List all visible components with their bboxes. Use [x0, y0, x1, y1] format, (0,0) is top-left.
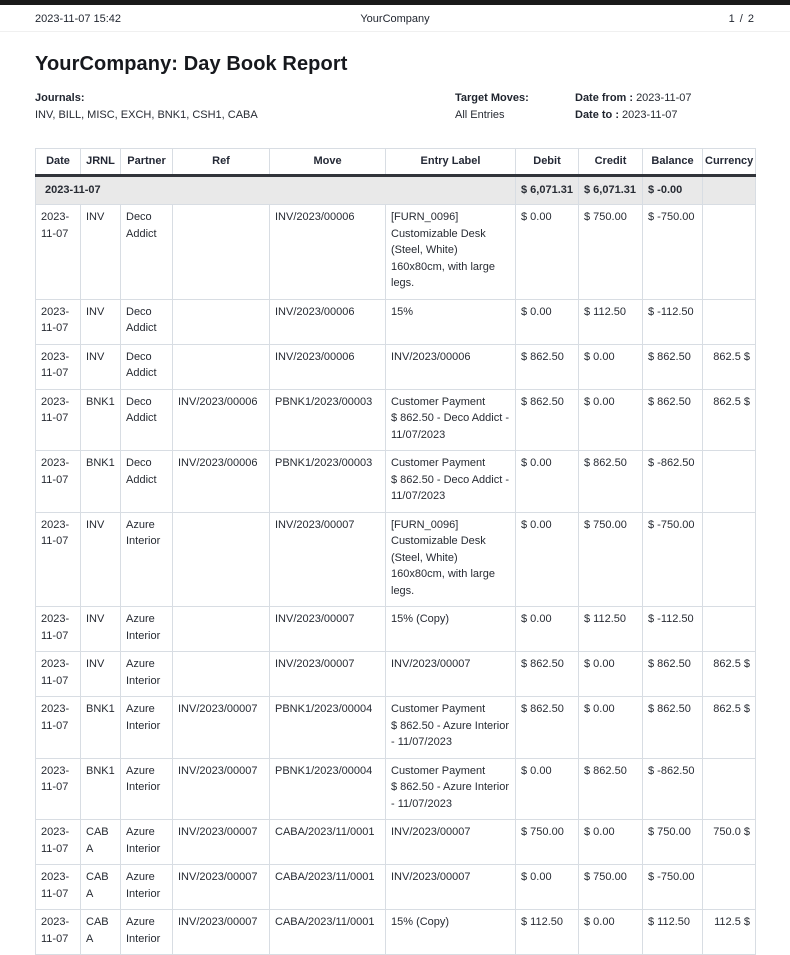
cell-partner: Azure Interior	[121, 697, 173, 759]
cell-partner: Deco Addict	[121, 389, 173, 451]
column-header-move: Move	[270, 149, 386, 176]
cell-entry-label: INV/2023/00007	[386, 820, 516, 865]
cell-partner: Azure Interior	[121, 865, 173, 910]
cell-partner: Azure Interior	[121, 607, 173, 652]
cell-partner: Deco Addict	[121, 205, 173, 300]
cell-ref: INV/2023/00007	[173, 697, 270, 759]
cell-move: CABA/2023/11/0001	[270, 865, 386, 910]
table-row	[36, 451, 756, 513]
target-moves-value: All Entries	[455, 109, 505, 121]
cell-ref	[173, 512, 270, 607]
cell-ref: INV/2023/00006	[173, 389, 270, 451]
table-row	[36, 820, 756, 865]
cell-jrnl: CABA	[81, 820, 121, 865]
cell-date: 2023-11-07	[36, 865, 81, 910]
cell-credit: $ 750.00	[579, 205, 643, 300]
cell-jrnl: INV	[81, 607, 121, 652]
cell-date: 2023-11-07	[36, 652, 81, 697]
cell-entry-label: [FURN_0096] Customizable Desk (Steel, White) 160x80cm, with large legs.	[386, 205, 516, 300]
cell-debit: $ 750.00	[516, 820, 579, 865]
filter-target-moves	[455, 90, 575, 124]
column-header-credit: Credit	[579, 149, 643, 176]
cell-ref: INV/2023/00007	[173, 820, 270, 865]
cell-credit: $ 0.00	[579, 389, 643, 451]
cell-move: INV/2023/00007	[270, 512, 386, 607]
cell-jrnl: BNK1	[81, 697, 121, 759]
cell-date: 2023-11-07	[36, 607, 81, 652]
cell-debit: $ 0.00	[516, 299, 579, 344]
cell-jrnl: BNK1	[81, 451, 121, 513]
cell-credit: $ 112.50	[579, 607, 643, 652]
cell-balance: $ 112.50	[643, 910, 703, 955]
table-row	[36, 607, 756, 652]
cell-jrnl: BNK1	[81, 389, 121, 451]
cell-partner: Deco Addict	[121, 451, 173, 513]
cell-date: 2023-11-07	[36, 910, 81, 955]
cell-entry-label: Customer Payment $ 862.50 - Deco Addict - 11/07/2023	[386, 389, 516, 451]
cell-debit: $ 862.50	[516, 652, 579, 697]
cell-entry-label: 15% (Copy)	[386, 910, 516, 955]
summary-currency	[703, 175, 756, 205]
cell-debit: $ 0.00	[516, 205, 579, 300]
cell-ref	[173, 652, 270, 697]
date-to-value: 2023-11-07	[622, 109, 678, 121]
table-row	[36, 758, 756, 820]
cell-currency: 862.5 $	[703, 652, 756, 697]
column-header-debit: Debit	[516, 149, 579, 176]
cell-date: 2023-11-07	[36, 205, 81, 300]
cell-entry-label: 15% (Copy)	[386, 607, 516, 652]
cell-currency	[703, 512, 756, 607]
cell-entry-label: INV/2023/00007	[386, 865, 516, 910]
summary-debit: $ 6,071.31	[516, 175, 579, 205]
column-header-partner: Partner	[121, 149, 173, 176]
cell-jrnl: CABA	[81, 910, 121, 955]
summary-date: 2023-11-07	[36, 175, 516, 205]
column-header-date: Date	[36, 149, 81, 176]
summary-balance: $ -0.00	[643, 175, 703, 205]
cell-debit: $ 0.00	[516, 512, 579, 607]
cell-jrnl: INV	[81, 205, 121, 300]
cell-date: 2023-11-07	[36, 389, 81, 451]
cell-partner: Azure Interior	[121, 512, 173, 607]
cell-credit: $ 862.50	[579, 451, 643, 513]
cell-move: CABA/2023/11/0001	[270, 820, 386, 865]
table-row	[36, 865, 756, 910]
cell-balance: $ -750.00	[643, 205, 703, 300]
report-filters	[35, 90, 755, 124]
cell-currency: 862.5 $	[703, 389, 756, 451]
cell-currency: 862.5 $	[703, 697, 756, 759]
cell-debit: $ 862.50	[516, 697, 579, 759]
header-page-indicator: 1 / 2	[728, 13, 755, 25]
table-row	[36, 205, 756, 300]
cell-balance: $ -750.00	[643, 512, 703, 607]
cell-credit: $ 0.00	[579, 820, 643, 865]
cell-balance: $ 750.00	[643, 820, 703, 865]
cell-entry-label: Customer Payment $ 862.50 - Azure Interior - 11/07/2023	[386, 697, 516, 759]
cell-debit: $ 0.00	[516, 865, 579, 910]
cell-partner: Azure Interior	[121, 820, 173, 865]
cell-jrnl: BNK1	[81, 758, 121, 820]
cell-date: 2023-11-07	[36, 820, 81, 865]
cell-move: PBNK1/2023/00003	[270, 451, 386, 513]
cell-partner: Deco Addict	[121, 299, 173, 344]
cell-balance: $ -750.00	[643, 865, 703, 910]
date-group-summary-row	[36, 175, 756, 205]
cell-move: PBNK1/2023/00004	[270, 758, 386, 820]
cell-entry-label: Customer Payment $ 862.50 - Azure Interior - 11/07/2023	[386, 758, 516, 820]
cell-move: INV/2023/00006	[270, 344, 386, 389]
table-header-row	[36, 149, 756, 176]
summary-credit: $ 6,071.31	[579, 175, 643, 205]
cell-credit: $ 750.00	[579, 512, 643, 607]
cell-ref: INV/2023/00007	[173, 758, 270, 820]
report-title: YourCompany: Day Book Report	[35, 53, 348, 75]
date-to-label: Date to :	[575, 109, 619, 121]
table-row	[36, 299, 756, 344]
table-row	[36, 697, 756, 759]
cell-partner: Azure Interior	[121, 652, 173, 697]
cell-move: PBNK1/2023/00003	[270, 389, 386, 451]
cell-balance: $ 862.50	[643, 344, 703, 389]
cell-jrnl: INV	[81, 344, 121, 389]
daybook-table	[35, 148, 756, 955]
journals-label: Journals:	[35, 92, 85, 104]
table-row	[36, 910, 756, 955]
cell-ref: INV/2023/00007	[173, 865, 270, 910]
cell-debit: $ 0.00	[516, 758, 579, 820]
cell-debit: $ 862.50	[516, 344, 579, 389]
cell-balance: $ 862.50	[643, 652, 703, 697]
column-header-jrnl: JRNL	[81, 149, 121, 176]
cell-credit: $ 862.50	[579, 758, 643, 820]
cell-currency: 750.0 $	[703, 820, 756, 865]
cell-move: INV/2023/00007	[270, 607, 386, 652]
header-datetime: 2023-11-07 15:42	[35, 13, 122, 25]
cell-jrnl: INV	[81, 512, 121, 607]
cell-partner: Azure Interior	[121, 758, 173, 820]
cell-date: 2023-11-07	[36, 451, 81, 513]
cell-ref	[173, 607, 270, 652]
cell-partner: Azure Interior	[121, 910, 173, 955]
cell-entry-label: Customer Payment $ 862.50 - Deco Addict - 11/07/2023	[386, 451, 516, 513]
cell-date: 2023-11-07	[36, 512, 81, 607]
cell-credit: $ 0.00	[579, 344, 643, 389]
cell-date: 2023-11-07	[36, 299, 81, 344]
cell-debit: $ 0.00	[516, 451, 579, 513]
target-moves-label: Target Moves:	[455, 92, 529, 104]
cell-entry-label: INV/2023/00006	[386, 344, 516, 389]
column-header-ref: Ref	[173, 149, 270, 176]
cell-credit: $ 0.00	[579, 910, 643, 955]
cell-balance: $ 862.50	[643, 697, 703, 759]
cell-currency	[703, 758, 756, 820]
cell-entry-label: 15%	[386, 299, 516, 344]
cell-currency: 112.5 $	[703, 910, 756, 955]
journals-value: INV, BILL, MISC, EXCH, BNK1, CSH1, CABA	[35, 109, 258, 121]
table-row	[36, 344, 756, 389]
column-header-entry-label: Entry Label	[386, 149, 516, 176]
cell-currency	[703, 607, 756, 652]
cell-jrnl: INV	[81, 299, 121, 344]
cell-move: INV/2023/00007	[270, 652, 386, 697]
cell-date: 2023-11-07	[36, 344, 81, 389]
cell-currency	[703, 299, 756, 344]
cell-entry-label: [FURN_0096] Customizable Desk (Steel, White) 160x80cm, with large legs.	[386, 512, 516, 607]
cell-credit: $ 0.00	[579, 652, 643, 697]
cell-balance: $ -112.50	[643, 299, 703, 344]
cell-debit: $ 0.00	[516, 607, 579, 652]
table-row	[36, 512, 756, 607]
date-to-row	[575, 107, 692, 124]
cell-credit: $ 0.00	[579, 697, 643, 759]
cell-balance: $ -862.50	[643, 451, 703, 513]
cell-entry-label: INV/2023/00007	[386, 652, 516, 697]
header-company-name: YourCompany	[360, 13, 430, 25]
cell-ref	[173, 299, 270, 344]
cell-debit: $ 112.50	[516, 910, 579, 955]
cell-balance: $ -112.50	[643, 607, 703, 652]
cell-balance: $ 862.50	[643, 389, 703, 451]
cell-move: INV/2023/00006	[270, 299, 386, 344]
cell-balance: $ -862.50	[643, 758, 703, 820]
cell-ref	[173, 205, 270, 300]
filter-dates	[575, 90, 692, 124]
cell-partner: Deco Addict	[121, 344, 173, 389]
date-from-value: 2023-11-07	[636, 92, 692, 104]
cell-currency: 862.5 $	[703, 344, 756, 389]
cell-jrnl: CABA	[81, 865, 121, 910]
table-row	[36, 652, 756, 697]
cell-currency	[703, 865, 756, 910]
cell-currency	[703, 451, 756, 513]
cell-ref: INV/2023/00007	[173, 910, 270, 955]
cell-ref	[173, 344, 270, 389]
table-row	[36, 389, 756, 451]
page-header	[0, 5, 790, 32]
cell-move: INV/2023/00006	[270, 205, 386, 300]
cell-ref: INV/2023/00006	[173, 451, 270, 513]
cell-credit: $ 750.00	[579, 865, 643, 910]
filter-journals	[35, 90, 455, 124]
cell-currency	[703, 205, 756, 300]
cell-move: CABA/2023/11/0001	[270, 910, 386, 955]
column-header-balance: Balance	[643, 149, 703, 176]
column-header-currency: Currency	[703, 149, 756, 176]
cell-date: 2023-11-07	[36, 697, 81, 759]
cell-debit: $ 862.50	[516, 389, 579, 451]
cell-move: PBNK1/2023/00004	[270, 697, 386, 759]
date-from-row	[575, 90, 692, 107]
cell-jrnl: INV	[81, 652, 121, 697]
date-from-label: Date from :	[575, 92, 634, 104]
cell-credit: $ 112.50	[579, 299, 643, 344]
cell-date: 2023-11-07	[36, 758, 81, 820]
